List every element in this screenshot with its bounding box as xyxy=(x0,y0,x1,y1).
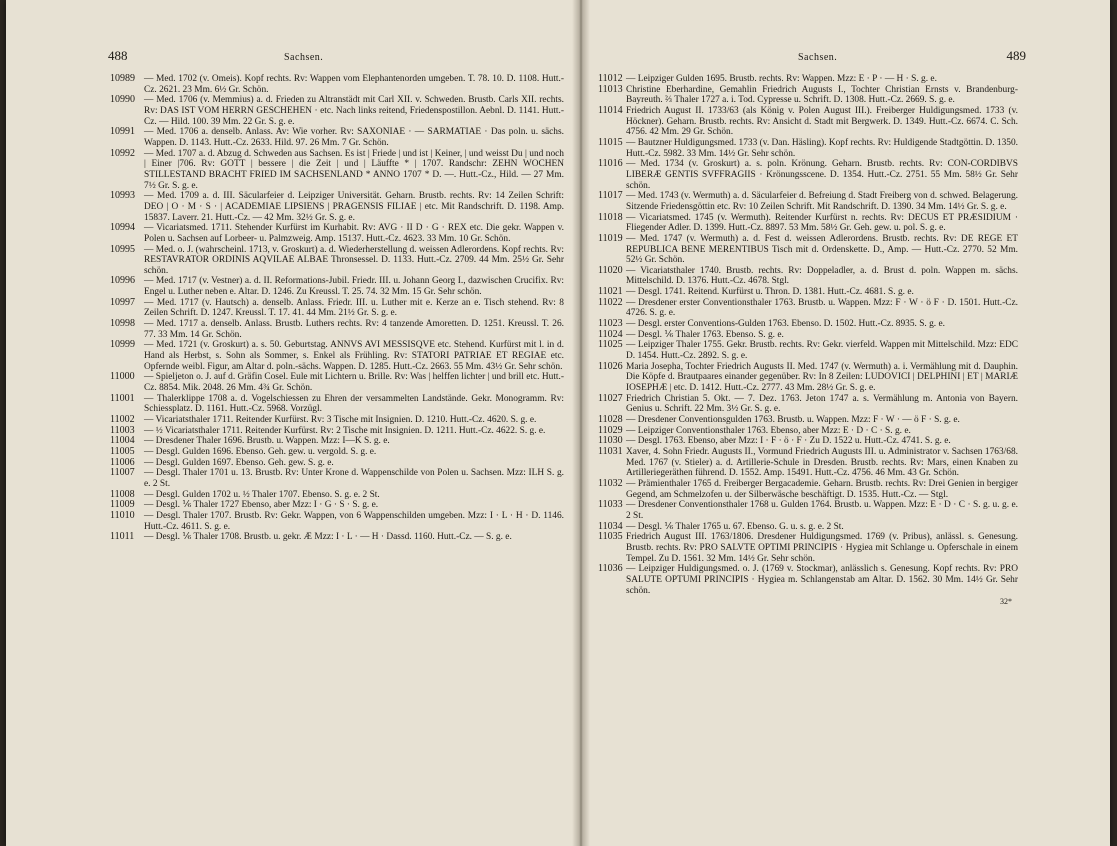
entry-number: 11018 xyxy=(598,211,623,223)
entry-text: — Vicariatsmed. 1711. Stehender Kurfürst im Kurhabit. Rv: AVG · II D · G · REX etc. Die gekr. Wappen v. Polen u. Sachsen auf Lorbeer- u. Palmzweig. Amp. 15137. Hutt.-Cz. 4623. 33 Mm. 10 Gr. Schön. xyxy=(144,223,564,244)
entry-text: — Med. 1702 (v. Omeis). Kopf rechts. Rv: Wappen vom Elephantenorden umgeben. T. 78. 10. D. 1108. Hutt.-Cz. 2621. 23 Mm. 6½ Gr. Schön. xyxy=(144,74,564,95)
entry-text: — Med. 1706 a. denselb. Anlass. Av: Wie vorher. Rv: SAXONIAE · — SARMATIAE · Das poln. u. sächs. Wappen. D. 1143. Hutt.-Cz. 2633. Hild. 97. 26 Mm. 7 Gr. Schön. xyxy=(144,127,564,148)
catalog-entry xyxy=(110,245,564,277)
catalog-entry xyxy=(598,213,1018,234)
entry-text: Christine Eberhardine, Gemahlin Friedrich Augusts I., Tochter Christian Ernsts v. Brandenburg-Bayreuth. ⅔ Thaler 1727 a. i. Tod. Cypresse u. Schrift. D. 1308. Hutt.-Cz. 2669. S. g. e. xyxy=(626,84,1018,106)
catalog-entry xyxy=(598,500,1018,521)
entry-number: 11016 xyxy=(598,158,623,170)
catalog-entry xyxy=(110,394,564,415)
catalog-entry xyxy=(598,138,1018,159)
entry-number: 10989 xyxy=(110,73,135,84)
entry-number: 11006 xyxy=(110,456,135,468)
entry-number: 10999 xyxy=(110,339,135,351)
entry-text: — Leipziger Conventionsthaler 1763. Ebenso, aber Mzz: E · D · C · S. g. e. xyxy=(626,425,911,436)
right-page-number: 489 xyxy=(1006,48,1026,63)
catalog-entry xyxy=(598,522,1018,533)
catalog-entry xyxy=(110,511,564,532)
catalog-entry xyxy=(598,436,1018,447)
catalog-entry xyxy=(598,330,1018,341)
entry-number: 11031 xyxy=(598,445,623,457)
entry-text: — Dresdener erster Conventionsthaler 1763. Brustb. u. Wappen. Mzz: F · W · ö F · D. 1501. Hutt.-Cz. 4726. S. g. e. xyxy=(626,297,1018,319)
entry-number: 11020 xyxy=(598,264,623,276)
catalog-entry xyxy=(598,85,1018,106)
catalog-entry xyxy=(110,319,564,340)
entry-text: — Med. 1706 (v. Memmius) a. d. Frieden zu Altranstädt mit Carl XII. v. Schweden. Brustb. Carls XII. rechts. Rv: DAS IST VOM HERRN GESCHEHEN · etc. Nach links reitend, Friedenspostillon. Aebnl. D. 1141. Hutt.-Cz. — Hild. 100. 39 Mm. 22 Gr. S. g. e. xyxy=(144,95,564,127)
entry-number: 11014 xyxy=(598,104,623,116)
entry-number: 11012 xyxy=(598,73,623,84)
catalog-entry xyxy=(598,447,1018,479)
entry-text: Friedrich August III. 1763/1806. Dresdener Huldigungsmed. 1769 (v. Pribus), anlässl. s. Genesung. Brustb. rechts. Rv: PRO SALVTE OPTIMI PRINCIPIS · Hygiea mit Schlange u. Opferschale in einem Tempel. Zu D. 1561. 32 Mm. 14½ Gr. Sehr schön. xyxy=(626,532,1018,564)
catalog-entry xyxy=(598,394,1018,415)
entry-text: — Desgl. 1763. Ebenso, aber Mzz: I · F · ö · F · Zu D. 1522 u. Hutt.-Cz. 4741. S. g. e. xyxy=(626,436,951,447)
catalog-entry xyxy=(598,159,1018,191)
entry-text: — Med. 1743 (v. Wermuth) a. d. Säcularfeier d. Befreiung d. Stadt Freiberg von d. schwed. Belagerung. Sitzende Friedensgöttin etc. Rv: 10 Zeilen Schrift. Mit Randschrift. D. 1390. 34 Mm. 14½ Gr. S. g. e. xyxy=(626,191,1018,212)
entry-number: 11009 xyxy=(110,499,135,511)
catalog-entry xyxy=(110,276,564,297)
catalog-entry xyxy=(110,532,564,543)
entry-text: — Desgl. ⅙ Thaler 1765 u. 67. Ebenso. G. u. s. g. e. 2 St. xyxy=(626,521,844,532)
catalog-entry xyxy=(110,458,564,469)
entry-number: 11029 xyxy=(598,424,623,436)
catalog-entry xyxy=(598,415,1018,426)
entry-text: — Desgl. ⅙ Thaler 1763. Ebenso. S. g. e. xyxy=(626,329,784,340)
catalog-entry xyxy=(598,191,1018,212)
entry-text: — Spieljeton o. J. auf d. Gräfin Cosel. Eule mit Lichtern u. Brille. Rv: Was | helffen lichter | und brill etc. Hutt.-Cz. 8854. Mik. 2048. 26 Mm. 4¾ Gr. Schön. xyxy=(144,372,564,394)
entry-text: — Dresdener Conventionsthaler 1768 u. Gulden 1764. Brustb. u. Wappen. Mzz: E · D · C · S. g. u. g. e. 2 St. xyxy=(626,500,1018,521)
signature-mark: 32* xyxy=(1000,597,1012,607)
entry-number: 11007 xyxy=(110,467,135,479)
entry-text: — Vicariatsthaler 1711. Reitender Kurfürst. Rv: 3 Tische mit Insignien. D. 1210. Hutt.-Cz. 4620. S. g. e. xyxy=(144,415,537,425)
entry-text: — Leipziger Huldigungsmed. o. J. (1769 v. Stockmar), anlässlich s. Genesung. Kopf rechts. Rv: PRO SALUTE OPTUMI PRINCIPIS · Hygiea m. Schlangenstab am Altar. D. 1562. 30 Mm. 14½ Gr. Sehr schön. xyxy=(626,564,1018,596)
entry-number: 11004 xyxy=(110,435,135,447)
catalog-entry xyxy=(110,191,564,223)
entry-number: 11025 xyxy=(598,339,623,351)
catalog-entry xyxy=(598,564,1018,596)
entry-text: — Desgl. Gulden 1696. Ebenso. Geh. gew. u. vergold. S. g. e. xyxy=(144,446,377,457)
entry-text: — Desgl. Gulden 1697. Ebenso. Geh. gew. S. g. e. xyxy=(144,457,334,468)
catalog-entry xyxy=(598,266,1018,287)
catalog-entry xyxy=(598,74,1018,85)
entry-text: — Desgl. 1741. Reitend. Kurfürst u. Thron. D. 1381. Hutt.-Cz. 4681. S. g. e. xyxy=(626,287,914,298)
entry-number: 11015 xyxy=(598,136,623,148)
entry-text: — Desgl. ⅙ Thaler 1727 Ebenso, aber Mzz: I · G · S · S. g. e. xyxy=(144,500,379,511)
entry-text: — Med. 1709 a. d. III. Säcularfeier d. Leipziger Universität. Geharn. Brustb. rechts. Rv: 14 Zeilen Schrift: DEO | O · M · S · | ACADEMIAE LIPSIENS | PRAGENSIS FILIAE | etc. Mit Randschrift. D. 1198. Amp. 15837. Laverr. 21. Hutt.-Cz. — 42 Mm. 32½ Gr. S. g. e. xyxy=(144,191,564,223)
entry-text: Xaver, 4. Sohn Friedr. Augusts II., Vormund Friedrich Augusts III. u. Administrator v. Sachsen 1763/68. Med. 1767 (v. Stieler) a. d. Artillerie-Schule in Dresden. Brustb. rechts. Rv: Mars, einen Knaben zu Artilleriegeräthen führend. D. 1552. Amp. 15491. Hutt.-Cz. 4756. 46 Mm. 43 Gr. Schön. xyxy=(626,446,1018,479)
entry-text: — Med. 1717 a. denselb. Anlass. Brustb. Luthers rechts. Rv: 4 tanzende Amoretten. D. 1251. Kreussl. T. 26. 77. 33 Mm. 14 Gr. Schön. xyxy=(144,319,564,340)
entry-text: — Desgl. Gulden 1702 u. ½ Thaler 1707. Ebenso. S. g. e. 2 St. xyxy=(144,489,380,500)
catalog-entry xyxy=(110,490,564,501)
catalog-entry xyxy=(110,426,564,437)
entry-number: 10996 xyxy=(110,275,135,287)
catalog-entry xyxy=(110,500,564,511)
entry-number: 10994 xyxy=(110,222,135,234)
catalog-entry xyxy=(598,426,1018,437)
catalog-entry xyxy=(598,319,1018,330)
entry-text: Friedrich August II. 1733/63 (als König v. Polen August III.). Freiberger Huldigungsmed. 1733 (v. Höckner). Geharn. Brustb. rechts. Rv: Ansicht d. Stadt mit Bergwerk. D. 1349. Hutt.-Cz. 6674. C. Sch. 4756. 42 Mm. 29 Gr. Schön. xyxy=(626,105,1018,138)
entry-number: 11003 xyxy=(110,424,135,436)
entry-number: 11021 xyxy=(598,286,623,298)
entry-number: 11026 xyxy=(598,360,623,372)
catalog-entry xyxy=(598,532,1018,564)
entry-text: — Desgl. ⅙ Thaler 1708. Brustb. u. gekr. Æ Mzz: I · L · — H · Dassd. 1160. Hutt.-Cz. — S. g. e. xyxy=(144,532,512,543)
right-running-title: Sachsen. xyxy=(798,52,838,63)
catalog-entry xyxy=(598,340,1018,361)
entry-text: — Dresdener Thaler 1696. Brustb. u. Wappen. Mzz: I—K S. g. e. xyxy=(144,436,390,447)
entry-number: 11023 xyxy=(598,318,623,330)
catalog-entry xyxy=(110,468,564,489)
entry-number: 11010 xyxy=(110,509,135,521)
entry-number: 11035 xyxy=(598,531,623,543)
catalog-entry xyxy=(598,234,1018,266)
entry-text: — Med. 1734 (v. Groskurt) a. s. poln. Krönung. Geharn. Brustb. rechts. Rv: CON-CORDIBVS LIBERÆ GENTIS SVFFRAGIIS · Krönungsscene. D. 1354. Hutt.-Cz. 2751. 55 Mm. 58½ Gr. Sehr schön. xyxy=(626,159,1018,191)
catalog-entry xyxy=(110,340,564,372)
catalog-entry xyxy=(598,106,1018,138)
entry-number: 11005 xyxy=(110,445,135,457)
entry-text: — Thalerklippe 1708 a. d. Vogelschiessen zu Ehren der versammelten Landstände. Gekr. Monogramm. Rv: Schiessplatz. D. 1161. Hutt.-Cz. 5968. Vorzügl. xyxy=(144,393,564,415)
entry-number: 10997 xyxy=(110,296,135,308)
entry-number: 11027 xyxy=(598,392,623,404)
catalog-entry xyxy=(110,149,564,192)
entry-number: 11008 xyxy=(110,488,135,500)
catalog-entry xyxy=(110,127,564,148)
left-page-number: 488 xyxy=(108,48,128,63)
entry-text: — Leipziger Gulden 1695. Brustb. rechts. Rv: Wappen. Mzz: E · P · — H · S. g. e. xyxy=(626,74,937,84)
entry-text: — Vicariatsmed. 1745 (v. Wermuth). Reitender Kurfürst n. rechts. Rv: DECUS ET PRÆSIDIUM · Fliegender Adler. D. 1399. Hutt.-Cz. 8897. 53 Mm. 58½ Gr. Geh. gew. u. pol. S. g. e. xyxy=(626,212,1018,234)
entry-text: Friedrich Christian 5. Okt. — 7. Dez. 1763. Jeton 1747 a. s. Vermählung m. Antonia von Bayern. Genius u. Schrift. 22 Mm. 3½ Gr. S. g. e. xyxy=(626,393,1018,415)
entry-number: 11011 xyxy=(110,531,135,543)
entry-number: 11019 xyxy=(598,232,623,244)
entry-text: — Med. 1707 a. d. Abzug d. Schweden aus Sachsen. Es ist | Friede | und ist | Keiner, | und weisst Du | und noch | Einer |706. Rv: GOTT | bessere | die Zeit | und | Läuffte * | 1707. Randschr: ZEHN WOCHEN STILLESTAND BRACHT FRIED IM SACHSENLAND * ANNO 1707 * D. —. Hutt.-Cz., Hild. — 27 Mm. 7½ Gr. S. g. e. xyxy=(144,148,564,191)
entry-text: — Med. 1721 (v. Groskurt) a. s. 50. Geburtstag. ANNVS AVI MESSISQVE etc. Stehend. Kurfürst mit l. in d. Hand als Herbst, s. Sohn als Sommer, s. Enkel als Frühling. Rv: STATORI PATRIAE ET REGIAE etc. Opfernde weibl. Figur, am Altar d. poln.-sächs. Wappen. D. 1285. Hutt.-Cz. 2663. 55 Mm. 43½ Gr. Sehr schön. xyxy=(144,340,564,372)
entry-number: 11000 xyxy=(110,371,135,383)
catalog-entry xyxy=(110,298,564,319)
right-page xyxy=(598,0,1026,846)
catalog-entry xyxy=(598,479,1018,500)
catalog-entry xyxy=(598,298,1018,319)
book-gutter xyxy=(572,0,590,846)
entry-number: 10998 xyxy=(110,318,135,330)
entry-number: 11024 xyxy=(598,328,623,340)
entry-number: 10992 xyxy=(110,147,135,159)
catalog-entry xyxy=(110,95,564,127)
right-page-header xyxy=(598,44,1026,72)
catalog-entry xyxy=(110,223,564,244)
entry-text: — Desgl. Thaler 1701 u. 13. Brustb. Rv: Unter Krone d. Wappenschilde von Polen u. Sachsen. Mzz: ILH S. g. e. 2 St. xyxy=(144,468,564,489)
entry-number: 11001 xyxy=(110,392,135,404)
entry-text: — Med. 1717 (v. Hautsch) a. denselb. Anlass. Friedr. III. u. Luther mit e. Kerze an e. Tisch stehend. Rv: 8 Zeilen Schrift. D. 1247. Kreussl. T. 17. 41. 44 Mm. 21½ Gr. S. g. e. xyxy=(144,297,564,319)
entry-text: — Med. 1717 (v. Vestner) a. d. II. Reformations-Jubil. Friedr. III. u. Johann Georg I., dazwischen Crucifix. Rv: Engel u. Luther neben e. Altar. D. 1246. Zu Kreussl. T. 25. 74. 32 Mm. 15 Gr. Sehr schön. xyxy=(144,276,564,298)
entry-number: 10991 xyxy=(110,126,135,138)
right-entry-list xyxy=(598,74,1018,596)
entry-number: 11013 xyxy=(598,83,623,95)
entry-number: 10990 xyxy=(110,94,135,106)
left-entry-list xyxy=(110,74,564,543)
catalog-entry xyxy=(110,74,564,95)
entry-text: — Med. o. J. (wahrscheinl. 1713, v. Groskurt) a. d. Wiederherstellung d. weissen Adlerordens. Kopf rechts. Rv: RESTAVRATOR ORDINIS AQVILAE ALBAE Thronsessel. D. 1133. Hutt.-Cz. 2709. 44 Mm. 25½ Gr. Sehr schön. xyxy=(144,244,564,276)
open-book xyxy=(6,0,1110,846)
entry-text: — ½ Vicariatsthaler 1711. Reitender Kurfürst. Rv: 2 Tische mit Insignien. D. 1211. Hutt.-Cz. 4622. S. g. e. xyxy=(144,425,546,436)
entry-number: 11017 xyxy=(598,190,623,202)
catalog-entry xyxy=(110,436,564,447)
entry-text: — Desgl. erster Conventions-Gulden 1763. Ebenso. D. 1502. Hutt.-Cz. 8935. S. g. e. xyxy=(626,319,945,330)
entry-number: 11034 xyxy=(598,520,623,532)
entry-number: 11022 xyxy=(598,296,623,308)
left-page-header xyxy=(110,44,564,72)
entry-number: 11028 xyxy=(598,414,623,425)
entry-text: — Vicariatsthaler 1740. Brustb. rechts. Rv: Doppeladler, a. d. Brust d. poln. Wappen m. sächs. Mittelschild. D. 1376. Hutt.-Cz. 4678. Stgl. xyxy=(626,265,1018,287)
entry-number: 10995 xyxy=(110,243,135,255)
entry-number: 11032 xyxy=(598,477,623,489)
entry-number: 11036 xyxy=(598,563,623,575)
entry-number: 10993 xyxy=(110,190,135,202)
catalog-entry xyxy=(110,372,564,393)
entry-text: — Prämienthaler 1765 d. Freiberger Bergacademie. Geharn. Brustb. rechts. Rv: Drei Genien in bergiger Gegend, am Schmelzofen u. der Silberwäsche beschäftigt. D. 1535. Hutt.-Cz. — Stgl. xyxy=(626,478,1018,500)
entry-text: Maria Josepha, Tochter Friedrich Augusts II. Med. 1747 (v. Wermuth) a. i. Vermählung mit d. Dauphin. Die Köpfe d. Brautpaares einander gegenüber. Rv: In 8 Zeilen: LUDOVICI | DELPHINI | ET | MARIÆ IOSEPHÆ | etc. D. 1412. Hutt.-Cz. 2777. 43 Mm. 28½ Gr. S. g. e. xyxy=(626,361,1018,394)
catalog-entry xyxy=(110,447,564,458)
entry-text: — Med. 1747 (v. Wermuth) a. d. Fest d. weissen Adlerordens. Brustb. rechts. Rv: DE REGE ET REPUBLICA BENE MERENTIBUS Tisch mit d. Ordenskette. D., Amp. — Hutt.-Cz. 2770. 52 Mm. 52½ Gr. Schön. xyxy=(626,233,1018,266)
left-running-title: Sachsen. xyxy=(284,52,324,63)
entry-number: 11002 xyxy=(110,414,135,425)
entry-text: — Bautzner Huldigungsmed. 1733 (v. Dan. Häsling). Kopf rechts. Rv: Huldigende Stadtgöttin. D. 1350. Hutt.-Cz. 5982. 33 Mm. 14½ Gr. Sehr schön. xyxy=(626,137,1018,159)
catalog-entry xyxy=(110,415,564,426)
entry-text: — Dresdener Conventionsgulden 1763. Brustb. u. Wappen. Mzz: F · W · — ö F · S. g. e. xyxy=(626,415,960,425)
catalog-entry xyxy=(598,362,1018,394)
entry-number: 11033 xyxy=(598,499,623,511)
catalog-entry xyxy=(598,287,1018,298)
left-page xyxy=(110,0,564,846)
entry-text: — Desgl. Thaler 1707. Brustb. Rv: Gekr. Wappen, von 6 Wappenschilden umgeben. Mzz: I · L · H · D. 1146. Hutt.-Cz. 4611. S. g. e. xyxy=(144,510,564,532)
entry-number: 11030 xyxy=(598,435,623,447)
entry-text: — Leipziger Thaler 1755. Gekr. Brustb. rechts. Rv: Gekr. vierfeld. Wappen mit Mittelschild. Mzz: EDC D. 1454. Hutt.-Cz. 2892. S. g. e. xyxy=(626,340,1018,362)
